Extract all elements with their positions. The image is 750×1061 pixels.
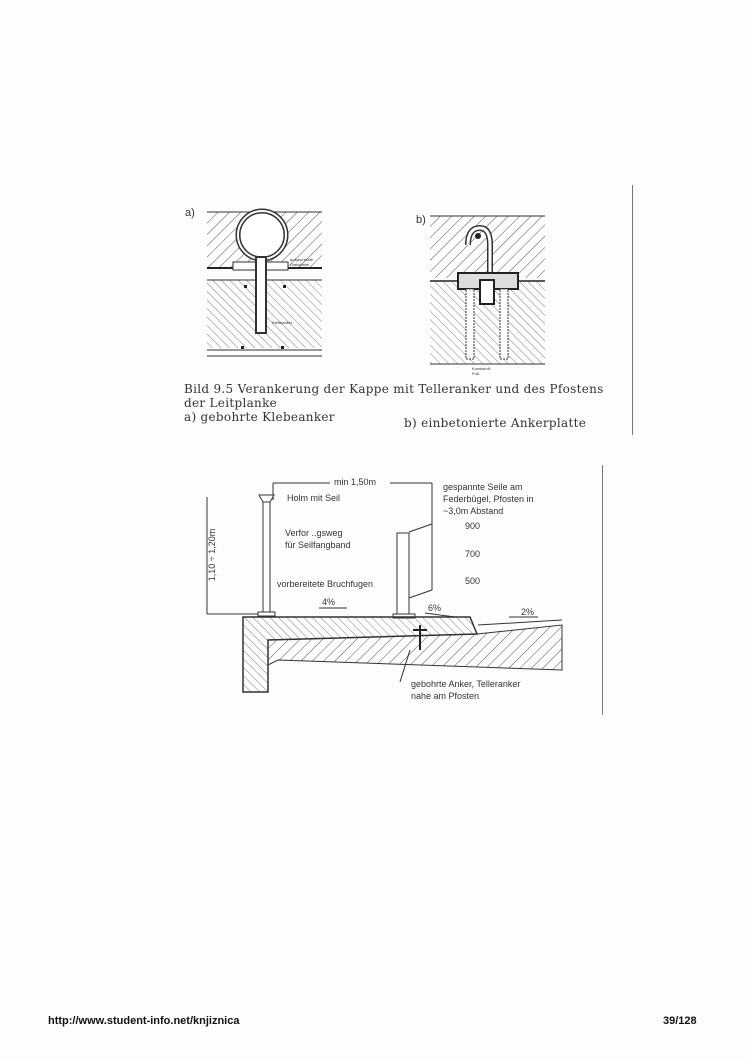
height-900: 900 (465, 521, 481, 531)
slope-6: 6% (428, 603, 442, 613)
anchor-note-line-2: nahe am Pfosten (411, 691, 480, 701)
height-500: 500 (465, 576, 481, 586)
figure-caption-cont: der Leitplanke (184, 396, 278, 410)
caption-sub-b: b) einbetonierte Ankerplatte (404, 416, 587, 430)
footer-url[interactable]: http://www.student-info.net/knjiznica (48, 1015, 240, 1027)
foot-label: Kunststoff-Fuß (472, 366, 492, 376)
caption-sub-a: a) gebohrte Klebeanker (184, 410, 335, 424)
anchor-label: Klebeanker (272, 320, 293, 325)
joints-label: vorbereitete Bruchfugen (277, 579, 374, 589)
height-700: 700 (465, 549, 481, 559)
anchor-note-line-1: gebohrte Anker, Telleranker (411, 679, 521, 689)
figure-a-label: a) (185, 207, 195, 219)
figure-a-drawing (207, 211, 322, 356)
ropes-line-2: Federbügel, Pfosten in (443, 494, 534, 504)
height-dimension: 1,10 ÷ 1,20m (207, 528, 217, 582)
deformation-label (285, 527, 351, 551)
plate-label: aufgepresste Stahlplatte (290, 257, 314, 267)
ropes-label (443, 481, 534, 517)
margin-line (602, 465, 603, 715)
page-number: 39/128 (663, 1015, 697, 1027)
slope-2: 2% (521, 607, 535, 617)
ropes-line-3: ~3,0m Abstand (443, 506, 504, 516)
slope-4: 4% (322, 597, 336, 607)
anchor-note (411, 678, 520, 702)
holm-label: Holm mit Seil (287, 493, 341, 503)
min-width-label: min 1,50m (334, 477, 377, 487)
deformation-line-1: Verfor ..gsweg (285, 528, 343, 538)
figure-caption: Bild 9.5 Verankerung der Kappe mit Telleranker und des Pfostens (184, 382, 604, 396)
deformation-line-2: für Seilfangband (285, 540, 351, 550)
figure-b-drawing (430, 216, 545, 364)
margin-line (632, 185, 633, 435)
ropes-line-1: gespannte Seile am (443, 482, 523, 492)
figure-b-label: b) (416, 214, 426, 226)
